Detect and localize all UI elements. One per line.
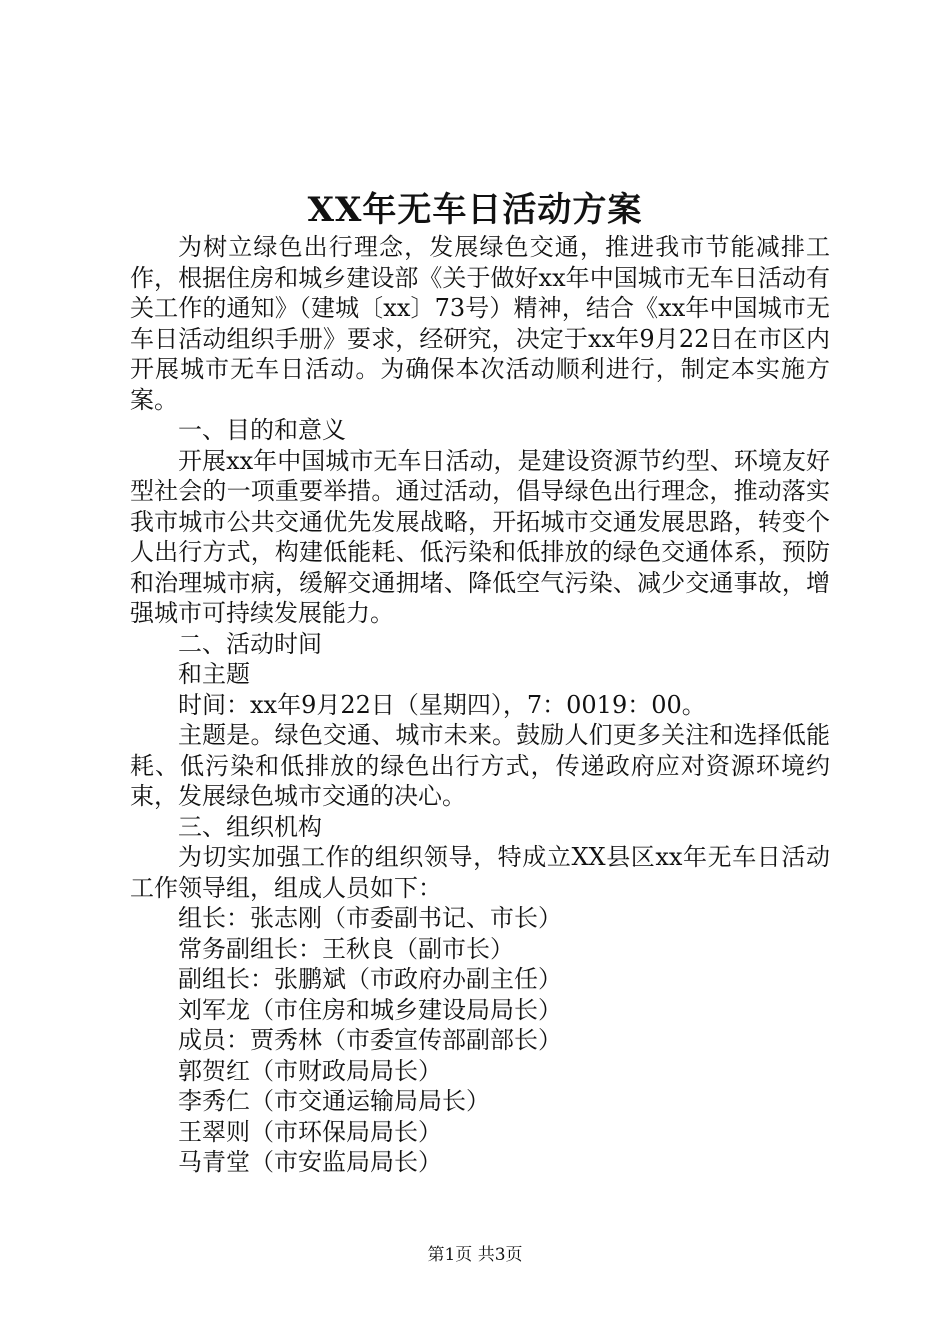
purpose-paragraph: 开展xx年中国城市无车日活动，是建设资源节约型、环境友好型社会的一项重要举措。通过活动，倡导绿色出行理念，推动落实我市城市公共交通优先发展战略，开拓城市交通发展思路，转变个人出行方式，构建低能耗、低污染和低排放的绿色交通体系，预防和治理城市病，缓解交通拥堵、降低空气污染、减少交通事故，增强城市可持续发展能力。 (130, 446, 830, 627)
section-heading-time-continued: 和主题 (178, 660, 250, 688)
section-heading-purpose: 一、目的和意义 (178, 416, 346, 444)
member-line: 李秀仁（市交通运输局局长） (178, 1087, 490, 1115)
document-title: XX年无车日活动方案 (307, 190, 643, 230)
time-line: 时间：xx年9月22日（星期四），7：0019：00。 (178, 690, 706, 719)
member-line: 刘军龙（市住房和城乡建设局局长） (178, 995, 562, 1024)
section-heading-organization: 三、组织机构 (178, 812, 322, 841)
member-line: 副组长：张鹏斌（市政府办副主任） (178, 965, 562, 993)
document-body (130, 232, 830, 1178)
member-line: 成员：贾秀林（市委宣传部副部长） (178, 1026, 562, 1054)
member-line: 常务副组长：王秋良（副市长） (178, 934, 514, 963)
member-line: 马青堂（市安监局局长） (178, 1148, 442, 1176)
theme-paragraph: 主题是。绿色交通、城市未来。鼓励人们更多关注和选择低能耗、低污染和低排放的绿色出行方式，传递政府应对资源环境约束，发展绿色城市交通的决心。 (130, 721, 830, 810)
member-line: 王翠则（市环保局局长） (178, 1117, 442, 1146)
member-line: 组长：张志刚（市委副书记、市长） (178, 904, 562, 932)
intro-paragraph: 为树立绿色出行理念，发展绿色交通，推进我市节能减排工作，根据住房和城乡建设部《关于做好xx年中国城市无车日活动有关工作的通知》（建城〔xx〕73号）精神，结合《xx年中国城市无车日活动组织手册》要求，经研究，决定于xx年9月22日在市区内开展城市无车日活动。为确保本次活动顺利进行，制定本实施方案。 (130, 233, 830, 414)
section-heading-time: 二、活动时间 (178, 629, 322, 658)
page-footer: 第1页 共3页 (427, 1245, 523, 1265)
organization-paragraph: 为切实加强工作的组织领导，特成立XX县区xx年无车日活动工作领导组，组成人员如下： (130, 843, 830, 902)
member-line: 郭贺红（市财政局局长） (178, 1056, 442, 1085)
